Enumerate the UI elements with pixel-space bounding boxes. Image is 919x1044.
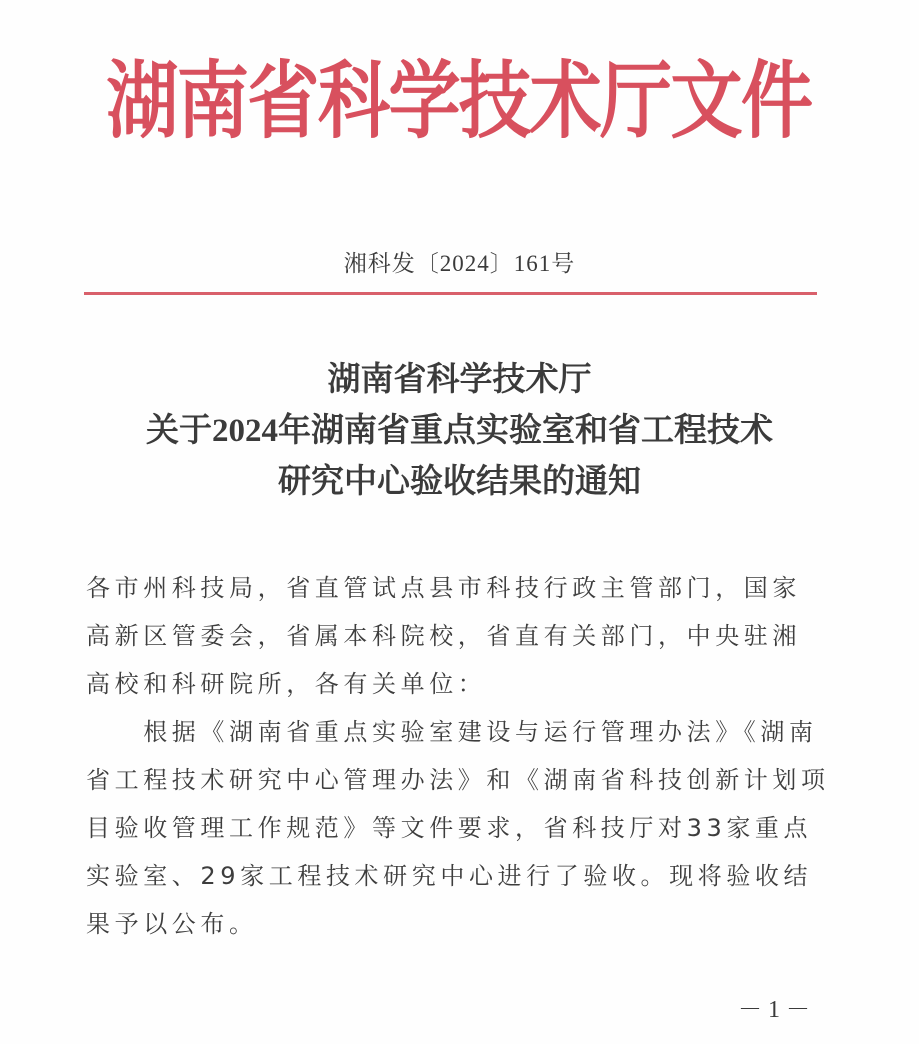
paragraph-line: 实验室、29家工程技术研究中心进行了验收。现将验收结 [86,862,813,890]
addressee-line: 高新区管委会，省属本科院校，省直有关部门，中央驻湘 [86,622,801,650]
document-masthead [64,46,854,156]
paragraph-line: 省工程技术研究中心管理办法》和《湖南省科技创新计划项 [86,766,830,794]
title-line-subject-cont: 研究中心验收结果的通知 [278,464,641,500]
paragraph-line: 根据《湖南省重点实验室建设与运行管理办法》《湖南 [86,718,818,746]
masthead-text: 湖南省科学技术厅文件 [106,51,812,150]
page-number: － 1 － [738,997,810,1023]
document-title [0,355,919,508]
addressee-block [86,564,821,708]
addressee-line: 各市州科技局，省直管试点县市科技行政主管部门，国家 [86,574,801,602]
paragraph-line: 目验收管理工作规范》等文件要求，省科技厅对33家重点 [86,814,813,842]
title-line-issuer: 湖南省科学技术厅 [327,362,592,398]
addressee-line: 高校和科研院所，各有关单位： [86,670,487,698]
body-paragraph [86,708,830,948]
red-divider-rule [84,292,817,295]
title-line-subject: 关于2024年湖南省重点实验室和省工程技术 [146,413,773,449]
document-number: 湘科发〔2024〕161号 [343,251,576,276]
document-body [86,564,830,948]
paragraph-line: 果予以公布。 [86,910,258,938]
